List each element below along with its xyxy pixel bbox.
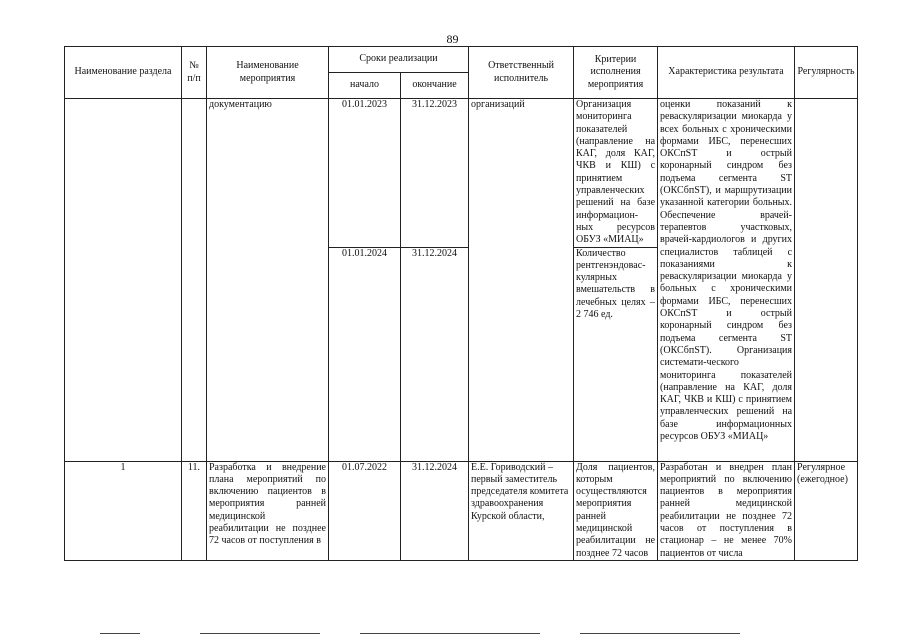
cell-regularity <box>795 99 858 462</box>
cell-responsible: организаций <box>469 99 574 462</box>
header-start: начало <box>329 73 401 99</box>
table-row <box>65 461 858 560</box>
cell-criteria: Доля пациентов, которым осуществляются мероприятия ранней медицинской реабилитации не позднее 72 часов <box>574 461 658 560</box>
header-regularity: Регулярность <box>795 47 858 99</box>
plan-table <box>64 46 858 561</box>
cell-num <box>182 99 207 462</box>
cell-regularity: Регулярное (ежегодное) <box>795 461 858 560</box>
header-responsible: Ответственный исполнитель <box>469 47 574 99</box>
cell-end: 31.12.2023 <box>401 99 469 248</box>
header-row <box>65 47 858 73</box>
header-event: Наименование мероприятия <box>207 47 329 99</box>
cell-start: 01.01.2023 <box>329 99 401 248</box>
header-num: № п/п <box>182 47 207 99</box>
cell-section <box>65 99 182 462</box>
cell-num: 11. <box>182 461 207 560</box>
table-row <box>65 99 858 248</box>
cell-result: оценки показаний к реваскуляризации миокарда у всех больных с хроническими формами ИБС, перенесших ОКСпST и острый коронарный синдром без подъема сегмента ST (ОКСбпST), и маршрутизации указанной категории больных. Обеспечение врачей-терапевтов участковых, врачей-кардиологов и других специалистов таблицей с показаниями к реваскуляризации миокарда у больных с хроническими формами ИБС, перенесших ОКСпST и острый коронарный синдром без подъема сегмента ST (ОКСбпST). Организация системати-ческого мониторинга показателей (направление на КАГ, доля КАГ, ЧКВ и КШ) с принятием управленческих решений на базе информационных ресурсов ОБУЗ «МИАЦ» <box>658 99 795 462</box>
header-result: Характеристика результата <box>658 47 795 99</box>
cell-section: 1 <box>65 461 182 560</box>
cell-start: 01.01.2024 <box>329 247 401 461</box>
cell-criteria: Количество рентгенэндоваc-кулярных вмешательств в лечебных целях – 2 746 ед. <box>574 247 658 461</box>
header-criteria: Критерии исполнения мероприятия <box>574 47 658 99</box>
cell-start: 01.07.2022 <box>329 461 401 560</box>
cell-criteria: Организация мониторинга показателей (направление на КАГ, доля КАГ, ЧКВ и КШ) с принятием управленческих решений на базе информацион-ных ресурсов ОБУЗ «МИАЦ» <box>574 99 658 248</box>
cell-end: 31.12.2024 <box>401 247 469 461</box>
header-end: окончание <box>401 73 469 99</box>
scan-footer-marks <box>100 633 740 634</box>
header-section: Наименование раздела <box>65 47 182 99</box>
cell-end: 31.12.2024 <box>401 461 469 560</box>
cell-responsible: Е.Е. Гоpиводский – первый заместитель председателя комитета здравоохранения Курской области, <box>469 461 574 560</box>
cell-result: Разработан и внедрен план мероприятий по включению пациентов в мероприятия ранней медицинской реабилитации не позднее 72 часов от поступления в стационар – не менее 70% пациентов от числа <box>658 461 795 560</box>
page-number: 89 <box>446 32 459 46</box>
header-terms: Сроки реализации <box>329 47 469 73</box>
cell-event: Разработка и внедрение плана мероприятий по включению пациентов в мероприятия ранней медицинской реабилитации не позднее 72 часов от поступления в <box>207 461 329 560</box>
cell-event: документацию <box>207 99 329 462</box>
